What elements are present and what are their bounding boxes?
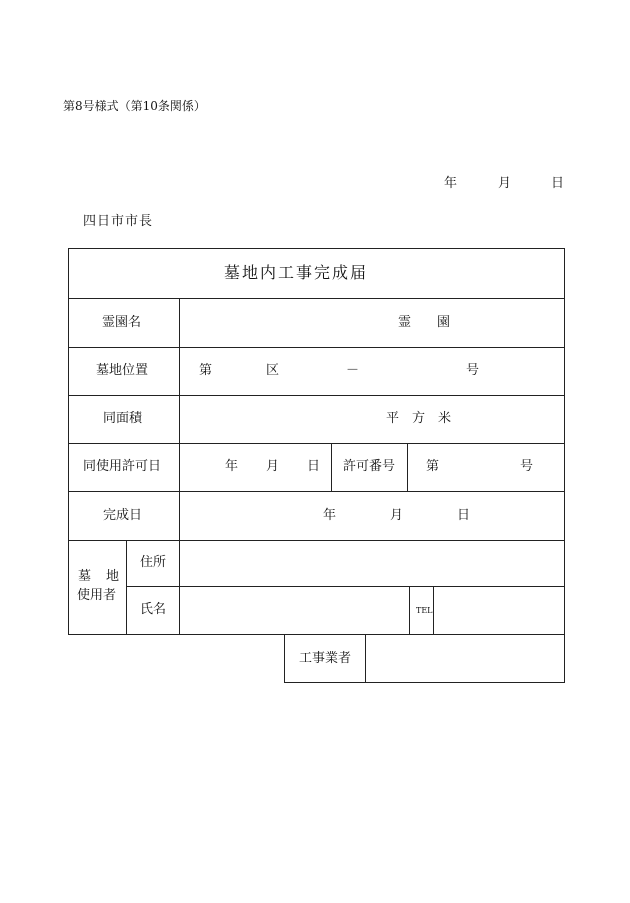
- permit-date-month: 月: [266, 459, 280, 474]
- permit-number-dai: 第: [426, 459, 440, 474]
- grave-user-label-line2: 使用者: [77, 588, 117, 603]
- contractor-field[interactable]: [366, 635, 564, 682]
- completion-day: 日: [457, 508, 471, 523]
- form-number: 第8号様式（第10条関係）: [63, 99, 206, 113]
- contractor-label: 工事業者: [299, 651, 352, 666]
- submission-date: [420, 172, 570, 190]
- area-field[interactable]: [180, 396, 564, 443]
- tel-label: TEL: [416, 606, 433, 615]
- permit-date-year: 年: [225, 459, 239, 474]
- cemetery-name-label: 霊園名: [102, 315, 142, 330]
- address-label: 住所: [140, 555, 167, 570]
- addressee: 四日市市長: [83, 214, 154, 229]
- completion-date-label: 完成日: [103, 508, 143, 523]
- location-ku: 区: [266, 363, 280, 378]
- location-dai: 第: [199, 363, 213, 378]
- location-go: 号: [466, 363, 480, 378]
- grave-location-field[interactable]: [180, 348, 564, 395]
- date-month-label: 月: [498, 176, 512, 191]
- form-title: 墓地内工事完成届: [224, 263, 369, 282]
- cemetery-name-field[interactable]: [180, 299, 564, 347]
- tel-field[interactable]: [434, 587, 564, 634]
- area-label: 同面積: [103, 411, 143, 426]
- area-unit: 平 方 米: [386, 411, 452, 426]
- name-label: 氏名: [140, 602, 167, 617]
- completion-year: 年: [323, 508, 337, 523]
- permit-date-day: 日: [307, 459, 321, 474]
- grave-location-label: 墓地位置: [96, 363, 149, 378]
- permit-number-go: 号: [520, 459, 534, 474]
- date-year-label: 年: [444, 176, 458, 191]
- location-dash: －: [346, 363, 360, 378]
- permit-number-label: 許可番号: [343, 459, 396, 474]
- completion-month: 月: [390, 508, 404, 523]
- date-day-label: 日: [551, 176, 565, 191]
- completion-date-field[interactable]: [180, 492, 564, 540]
- address-field[interactable]: [180, 541, 564, 586]
- form-table: [68, 248, 565, 683]
- name-field[interactable]: [180, 587, 409, 634]
- permit-date-label: 同使用許可日: [83, 459, 162, 474]
- grave-user-label-line1: 墓 地: [78, 569, 121, 584]
- cemetery-suffix: 霊 園: [398, 315, 451, 330]
